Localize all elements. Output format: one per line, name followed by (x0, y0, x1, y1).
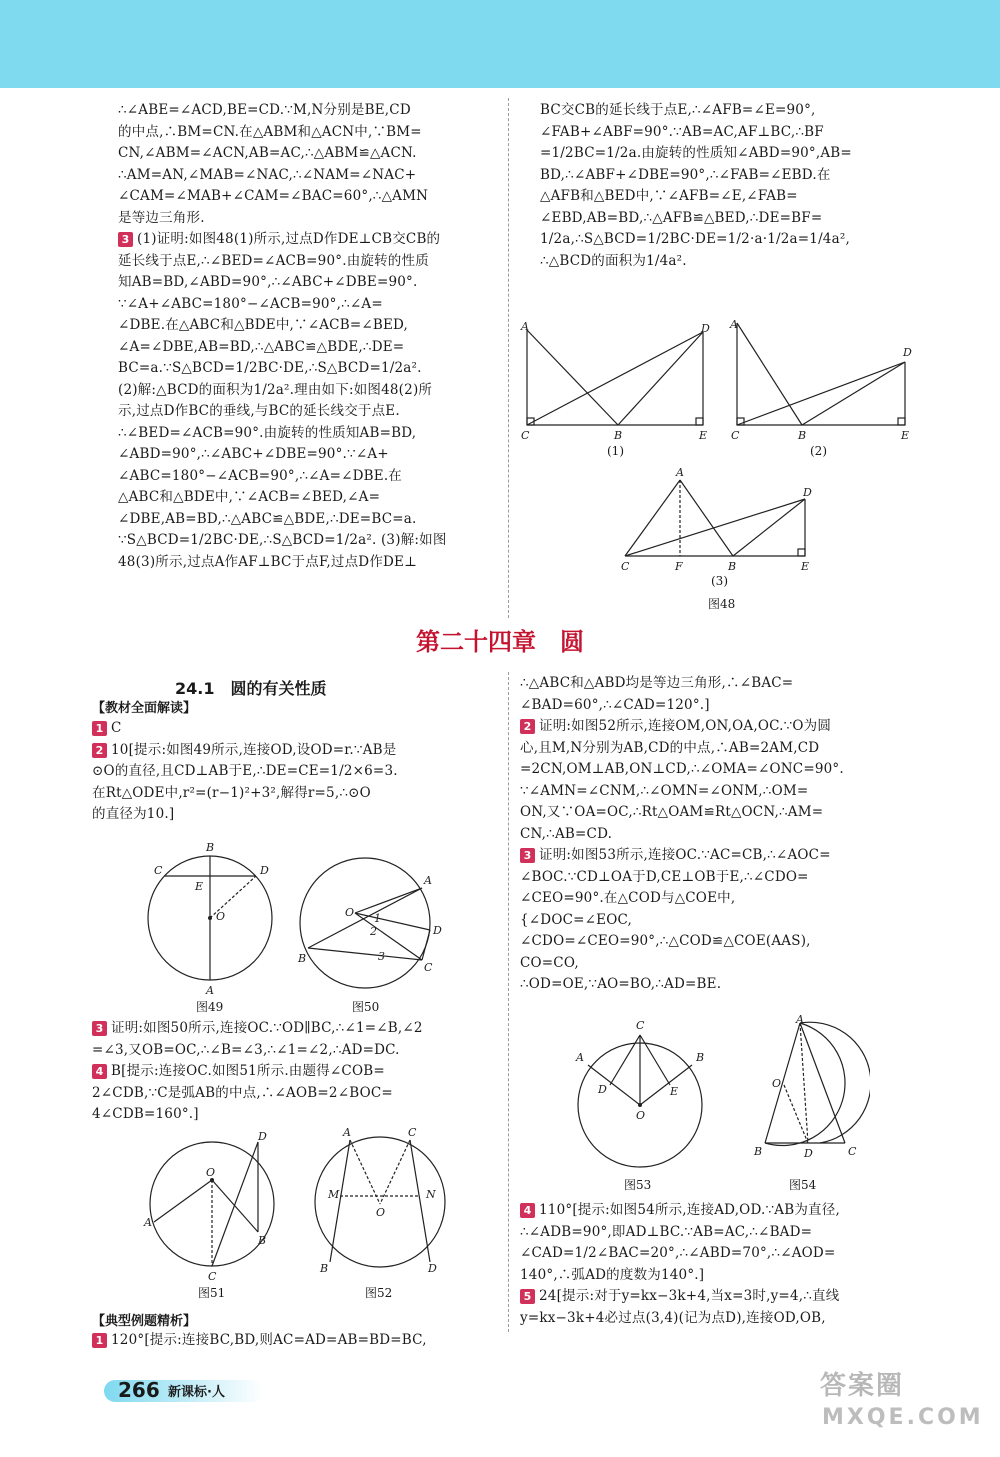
figure-caption: 图54 (789, 1178, 817, 1192)
svg-text:C: C (636, 1019, 645, 1032)
text-line: ∠BAD=60°,∴∠CAD=120°.] (520, 696, 710, 713)
question-number-badge: 3 (118, 232, 133, 247)
text-line: ∵∠A+∠ABC=180°−∠ACB=90°,∴∠A= (118, 295, 383, 312)
text-line: ∴∠ADB=90°,即AD⊥BC.∵AB=AC,∴∠BAD= (520, 1223, 813, 1240)
figure-caption: 图51 (198, 1286, 226, 1300)
text-line: ∠BOC.∵CD⊥OA于D,CE⊥OB于E,∴∠CDO= (520, 868, 809, 885)
text-line: BD,∴∠ABF+∠DBE=90°,∴∠FAB=∠EBD.在 (540, 166, 831, 183)
text-line: ∠ABD=90°,∴∠ABC+∠DBE=90°.∵∠A+ (118, 446, 389, 462)
svg-text:A: A (796, 1015, 804, 1026)
svg-text:O: O (636, 1109, 646, 1122)
svg-text:C: C (848, 1145, 857, 1158)
svg-text:3: 3 (378, 950, 385, 963)
svg-text:D: D (598, 1083, 607, 1096)
text-line: 1/2a,∴S△BCD=1/2BC·DE=1/2·a·1/2a=1/4a², (540, 231, 850, 247)
svg-text:M: M (328, 1188, 340, 1201)
figure-caption: 图49 (196, 1000, 224, 1014)
figure-caption: (3) (711, 574, 728, 588)
svg-text:C: C (731, 429, 740, 442)
svg-text:B: B (206, 841, 215, 854)
svg-text:O: O (345, 906, 355, 919)
text-line: 延长线于点E,∴∠BED=∠ACB=90°.由旋转的性质 (118, 252, 429, 269)
text-line: ∠CEO=90°.在△COD与△COE中, (520, 890, 736, 906)
svg-text:F: F (675, 560, 683, 573)
text-line: BC交CB的延长线于点E,∴∠AFB=∠E=90°, (540, 102, 816, 118)
text-line: ∠FAB+∠ABF=90°.∵AB=AC,AF⊥BC,∴BF (540, 123, 824, 140)
question-number-badge: 5 (520, 1289, 535, 1304)
svg-text:D: D (804, 1147, 813, 1160)
solution-column-right-top (540, 100, 915, 272)
section-tag: 【教材全面解读】 (92, 701, 197, 716)
text-line: 2∠CDB,∵C是弧AB的中点,∴∠AOB=2∠BOC= (92, 1084, 393, 1101)
solution-column-right-end (520, 1200, 915, 1329)
svg-text:E: E (670, 1085, 679, 1098)
page-number: 266 (118, 1378, 160, 1402)
text-line: △AFB和△BED中,∵∠AFB=∠E,∠FAB= (540, 188, 798, 204)
svg-text:O: O (216, 910, 226, 923)
text-line: 知AB=BD,∠ABD=90°,∴∠ABC+∠DBE=90°. (118, 274, 418, 290)
text-line: ∴△ABC和△ABD均是等边三角形,∴∠BAC= (520, 675, 794, 691)
svg-text:C: C (521, 429, 530, 442)
text-line: 1 120°[提示:连接BC,BD,则AC=AD=AB=BD=BC, (92, 1330, 497, 1352)
svg-text:O: O (376, 1206, 386, 1219)
solution-column-left-mid (92, 1018, 497, 1126)
text-line: 2 证明:如图52所示,连接OM,ON,OA,OC.∵O为圆 (520, 716, 915, 738)
text-line: 140°,∴弧AD的度数为140°.] (520, 1266, 705, 1283)
svg-text:D: D (701, 322, 710, 335)
text-line: 5 24[提示:对于y=kx−3k+4,当x=3时,y=4,∴直线 (520, 1286, 915, 1308)
text-line: ∠CAD=1/2∠BAC=20°,∴∠ABD=70°,∴∠AOD= (520, 1245, 836, 1261)
text-line: 3 (1)证明:如图48(1)所示,过点D作DE⊥CB交CB的 (118, 229, 493, 251)
text-line: =∠3,又OB=OC,∴∠B=∠3,∴∠1=∠2,∴AD=DC. (92, 1041, 400, 1058)
text-line: CN,∴AB=CD. (520, 825, 613, 842)
text-line: BC=a.∵S△BCD=1/2BC·DE,∴S△BCD=1/2a². (118, 360, 422, 376)
text-line: ∴AM=AN,∠MAB=∠NAC,∴∠NAM=∠NAC+ (118, 166, 417, 183)
text-line: ∠DBE,AB=BD,∴△ABC≌△BDE,∴DE=BC=a. (118, 510, 417, 527)
watermark-url: MXQE.COM (822, 1405, 984, 1430)
text-line: ∴∠BED=∠ACB=90°.由旋转的性质知AB=BD, (118, 424, 417, 441)
svg-text:A: A (343, 1126, 351, 1139)
text-line: 2 10[提示:如图49所示,连接OD,设OD=r.∵AB是 (92, 740, 497, 762)
figure-caption: (2) (810, 444, 827, 458)
svg-text:E: E (801, 560, 810, 573)
svg-text:A: A (521, 320, 529, 333)
question-number-badge: 2 (92, 743, 107, 758)
text-line: 1 C (92, 718, 497, 740)
svg-text:D: D (903, 346, 912, 359)
solution-column-left-end (92, 1330, 497, 1352)
svg-text:C: C (408, 1126, 417, 1139)
edition-label: 新课标·人 (168, 1385, 225, 1400)
svg-text:2: 2 (370, 925, 377, 938)
text-line: 的直径为10.] (92, 806, 175, 822)
text-line: ∴∠ABE=∠ACD,BE=CD.∵M,N分别是BE,CD (118, 102, 411, 118)
text-line: △ABC和△BDE中,∵∠ACB=∠BED,∠A= (118, 489, 381, 505)
text-line: 是等边三角形. (118, 209, 205, 226)
svg-text:C: C (424, 961, 433, 974)
text-line: 心,且M,N分别为AB,CD的中点,∴AB=2AM,CD (520, 739, 820, 756)
question-number-badge: 3 (520, 848, 535, 863)
svg-text:C: C (208, 1270, 217, 1282)
text-line: ∠CAM=∠MAB+∠CAM=∠BAC=60°,∴△AMN (118, 188, 429, 204)
svg-text:E: E (901, 429, 910, 442)
text-line: ∵S△BCD=1/2BC·DE,∴S△BCD=1/2a². (3)解:如图 (118, 532, 447, 548)
svg-text:B: B (798, 429, 807, 442)
svg-text:B: B (754, 1145, 763, 1158)
question-number-badge: 4 (92, 1064, 107, 1079)
svg-text:A: A (730, 318, 738, 331)
text-line: =2CN,OM⊥AB,ON⊥CD,∴∠OMA=∠ONC=90°. (520, 761, 844, 777)
svg-text:B: B (614, 429, 623, 442)
figure-caption: (1) (607, 444, 624, 458)
text-line: ∴△BCD的面积为1/4a². (540, 252, 687, 269)
svg-text:C: C (621, 560, 630, 573)
solution-column-left-bottom (92, 718, 497, 826)
solution-column-right-bottom (520, 673, 915, 996)
figure-51-52 (140, 1122, 460, 1282)
figure-caption: 图50 (352, 1000, 380, 1014)
header-band (0, 0, 1000, 88)
svg-text:B: B (696, 1051, 705, 1064)
svg-text:E: E (195, 880, 204, 893)
text-line: 4 110°[提示:如图54所示,连接AD,OD.∵AB为直径, (520, 1200, 915, 1222)
text-line: 在Rt△ODE中,r²=(r−1)²+3²,解得r=5,∴⊙O (92, 784, 371, 801)
solution-column-left-top (118, 100, 493, 573)
svg-text:A: A (424, 874, 432, 887)
text-line: =1/2BC=1/2a.由旋转的性质知∠ABD=90°,AB= (540, 145, 852, 161)
text-line: ∵∠AMN=∠CNM,∴∠OMN=∠ONM,∴OM= (520, 782, 809, 799)
figure-49-50 (140, 838, 460, 998)
svg-text:E: E (699, 429, 708, 442)
question-number-badge: 3 (92, 1021, 107, 1036)
figure-caption: 图53 (624, 1178, 652, 1192)
figure-caption: 图52 (365, 1286, 393, 1300)
text-line: ∠CDO=∠CEO=90°,∴△COD≌△COE(AAS), (520, 933, 811, 949)
svg-text:B: B (258, 1234, 267, 1247)
svg-text:C: C (154, 864, 163, 877)
svg-text:A: A (676, 466, 684, 479)
section-tag: 【典型例题精析】 (92, 1314, 197, 1329)
svg-text:A: A (576, 1051, 584, 1064)
figure-caption: 图48 (708, 597, 736, 611)
figure-53-54 (570, 1015, 870, 1175)
chapter-title: 第二十四章 圆 (416, 628, 584, 656)
text-line: 3 证明:如图53所示,连接OC.∵AC=CB,∴∠AOC= (520, 845, 915, 867)
question-number-badge: 1 (92, 1333, 107, 1348)
text-line: {∠DOC=∠EOC, (520, 911, 633, 928)
svg-text:D: D (428, 1262, 437, 1275)
svg-text:A: A (206, 984, 214, 997)
svg-text:O: O (772, 1077, 782, 1090)
text-line: ∴OD=OE,∵AO=BO,∴AD=BE. (520, 976, 722, 992)
text-line: y=kx−3k+4必过点(3,4)(记为点D),连接OD,OB, (520, 1309, 826, 1326)
svg-text:B: B (320, 1262, 329, 1275)
text-line: 示,过点D作BC的垂线,与BC的延长线交于点E. (118, 403, 400, 419)
svg-text:A: A (144, 1216, 152, 1229)
text-line: 4 B[提示:连接OC.如图51所示.由题得∠COB= (92, 1061, 497, 1083)
svg-text:D: D (803, 486, 812, 499)
text-line: ∠A=∠DBE,AB=BD,∴△ABC≌△BDE,∴DE= (118, 338, 405, 355)
figure-48 (515, 318, 925, 618)
text-line: ∠DBE.在△ABC和△BDE中,∵∠ACB=∠BED, (118, 317, 409, 333)
svg-text:D: D (258, 1130, 267, 1143)
section-title: 24.1 圆的有关性质 (175, 679, 327, 698)
svg-text:D: D (260, 864, 269, 877)
column-divider (508, 98, 509, 618)
text-line: ∠EBD,AB=BD,∴△AFB≌△BED,∴DE=BF= (540, 209, 823, 226)
text-line: ∠ABC=180°−∠ACB=90°,∴∠A=∠DBE.在 (118, 467, 403, 484)
question-number-badge: 1 (92, 721, 107, 736)
text-line: CO=CO, (520, 954, 579, 971)
text-line: CN,∠ABM=∠ACN,AB=AC,∴△ABM≌△ACN. (118, 145, 417, 161)
text-line: 3 证明:如图50所示,连接OC.∵OD∥BC,∴∠1=∠B,∠2 (92, 1018, 497, 1040)
text-line: ON,又∵OA=OC,∴Rt△OAM≌Rt△OCN,∴AM= (520, 804, 824, 820)
question-number-badge: 2 (520, 719, 535, 734)
text-line: (2)解:△BCD的面积为1/2a².理由如下:如图48(2)所 (118, 381, 433, 398)
question-number-badge: 4 (520, 1203, 535, 1218)
svg-text:1: 1 (374, 912, 381, 925)
watermark: 答案圈 (820, 1371, 905, 1401)
svg-text:O: O (206, 1166, 216, 1179)
svg-text:B: B (298, 952, 307, 965)
svg-text:N: N (426, 1188, 436, 1201)
svg-text:B: B (728, 560, 737, 573)
column-divider (508, 672, 509, 1332)
text-line: 4∠CDB=160°.] (92, 1106, 199, 1122)
text-line: ⊙O的直径,且CD⊥AB于E,∴DE=CE=1/2×6=3. (92, 763, 398, 779)
svg-text:D: D (433, 924, 442, 937)
text-line: 48(3)所示,过点A作AF⊥BC于点F,过点D作DE⊥ (118, 553, 418, 570)
text-line: 的中点,∴BM=CN.在△ABM和△ACN中,∵BM= (118, 123, 422, 140)
